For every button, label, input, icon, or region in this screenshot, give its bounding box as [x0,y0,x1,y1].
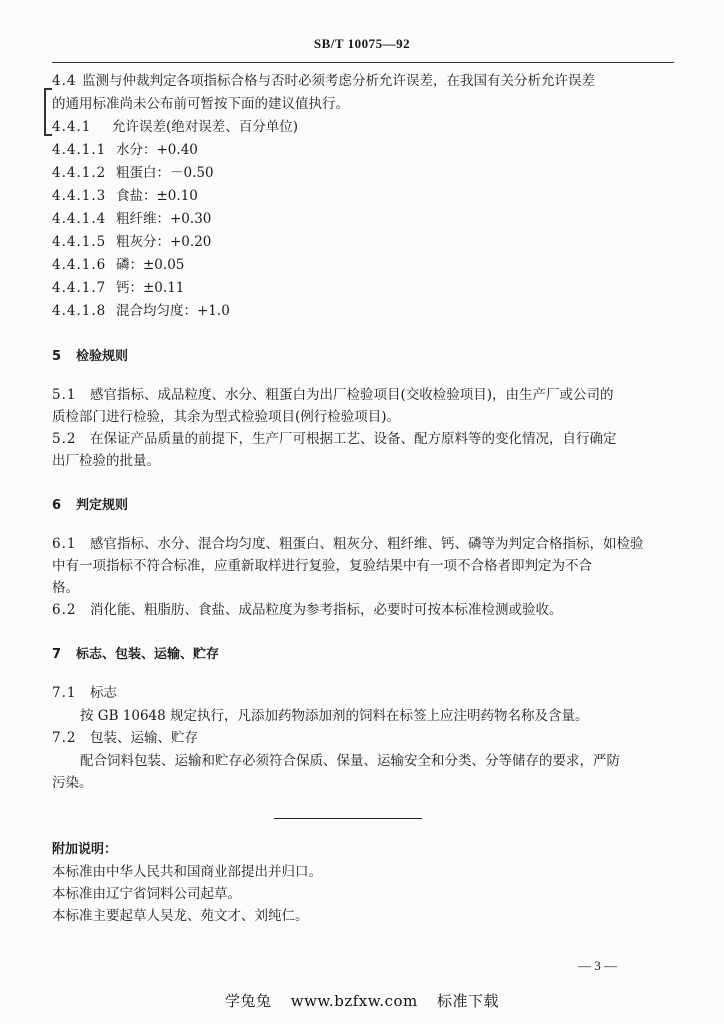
tolerance-text: 磷：±0.05 [116,257,185,273]
clause-text: 监测与仲裁判定各项指标合格与否时必须考虑分析允许误差，在我国有关分析允许误差 [82,73,595,89]
tolerance-text: 混合均匀度：+1.0 [116,303,230,319]
section-7-heading [52,643,654,666]
tolerance-text: 粗纤维：+0.30 [116,211,212,227]
clause-6-2 [52,599,654,621]
appendix-title: 附加说明： [52,842,118,857]
appendix-line: 本标准由中华人民共和国商业部提出并归口。 [52,864,322,880]
clause-text: 允许误差(绝对误差、百分单位) [112,119,299,135]
clause-text: 感官指标、成品粒度、水分、粗蛋白为出厂检验项目(交收检验项目)，由生产厂或公司的 [90,387,614,403]
clause-number: 4.4.1 [52,119,92,135]
clause-text: 在保证产品质量的前提下，生产厂可根据工艺、设备、配方原料等的变化情况，自行确定 [90,431,617,447]
clause-number: 6.1 [52,536,77,552]
clause-7-1-heading [52,682,654,705]
clause-text: 污染。 [52,775,93,791]
appendix-line: 本标准由辽宁省饲料公司起草。 [52,886,241,902]
clause-number: 4.4.1.6 [52,257,107,273]
clause-number: 4.4 [52,73,77,89]
spacer [52,621,654,643]
section-title: 检验规则 [76,349,129,364]
section-title: 判定规则 [76,498,129,513]
footer-site-name: 学兔兔 [224,992,272,1010]
footer-watermark [0,990,724,1011]
clause-number: 4.4.1.2 [52,165,107,181]
clause-text: 按 GB 10648 规定执行，凡添加药物添加剂的饲料在标签上应注明药物名称及含量。 [80,708,589,724]
spacer [52,323,654,345]
clause-text: 配合饲料包装、运输和贮存必须符合保质、保量、运输安全和分类、分等储存的要求，严防 [80,753,620,769]
clause-number: 6.2 [52,602,77,618]
clause-7-2-heading [52,727,654,750]
tolerance-item [52,300,654,323]
section-number: 6 [52,498,63,513]
clause-text: 质检部门进行检验，其余为型式检验项目(例行检验项目)。 [52,409,401,425]
clause-4-4-1 [52,116,654,139]
clause-7-2-body [52,750,654,794]
tolerance-text: 钙：±0.11 [116,280,185,296]
spacer [52,666,654,682]
clause-text: 感官指标、水分、混合均匀度、粗蛋白、粗灰分、粗纤维、钙、磷等为判定合格指标，如检验 [90,536,644,552]
clause-number: 4.4.1.8 [52,303,107,319]
margin-bracket-mark [44,88,52,136]
clause-number: 5.2 [52,431,77,447]
section-6-heading [52,494,654,517]
clause-text: 格。 [52,580,79,596]
section-number: 5 [52,349,63,364]
section-number: 7 [52,647,63,662]
clause-text: 中有一项指标不符合标准，应重新取样进行复验，复验结果中有一项不合格者即判定为不合 [52,558,592,574]
section-5-heading [52,345,654,368]
clause-7-1-body [52,705,654,727]
clause-5-1 [52,384,654,428]
spacer [52,368,654,384]
header-rule [52,62,674,63]
clause-number: 4.4.1.4 [52,211,107,227]
standard-code-header: SB/T 10075—92 [313,36,411,51]
clause-number: 7.2 [52,730,77,746]
tolerance-text: 粗灰分：+0.20 [116,234,212,250]
tolerance-item [52,231,654,254]
section-title: 标志、包装、运输、贮存 [76,647,220,662]
tolerance-text: 粗蛋白：－0.50 [116,165,214,181]
tolerance-text: 水分：+0.40 [116,142,198,158]
tolerance-item [52,277,654,300]
clause-4-4-continued [52,93,654,116]
clause-number: 4.4.1.1 [52,142,107,158]
spacer [52,472,654,494]
spacer [52,517,654,533]
tolerance-item [52,208,654,231]
tolerance-item [52,185,654,208]
clause-number: 7.1 [52,685,77,701]
tolerance-item [52,139,654,162]
footer-url[interactable]: www.bzfxw.com [290,992,418,1010]
clause-6-1 [52,533,654,599]
clause-text: 的通用标准尚未公布前可暂按下面的建议值执行。 [52,96,349,112]
document-body [52,70,654,927]
tolerance-item [52,162,654,185]
clause-text: 出厂检验的批量。 [52,453,160,469]
clause-title: 包装、运输、贮存 [90,730,198,746]
clause-number: 4.4.1.3 [52,188,107,204]
clause-number: 4.4.1.5 [52,234,107,250]
footer-tagline: 标准下载 [437,992,500,1010]
tolerance-item [52,254,654,277]
page-number: — 3 — [578,958,617,973]
clause-4-4 [52,70,654,93]
clause-5-2 [52,428,654,472]
tolerance-text: 食盐：±0.10 [116,188,198,204]
appendix-divider [274,818,422,819]
clause-number: 4.4.1.7 [52,280,107,296]
clause-title: 标志 [90,685,117,701]
clause-number: 5.1 [52,387,77,403]
appendix-line: 本标准主要起草人吴龙、苑文才、刘纯仁。 [52,908,309,924]
clause-text: 消化能、粗脂肪、食盐、成品粒度为参考指标，必要时可按本标准检测或验收。 [90,602,563,618]
